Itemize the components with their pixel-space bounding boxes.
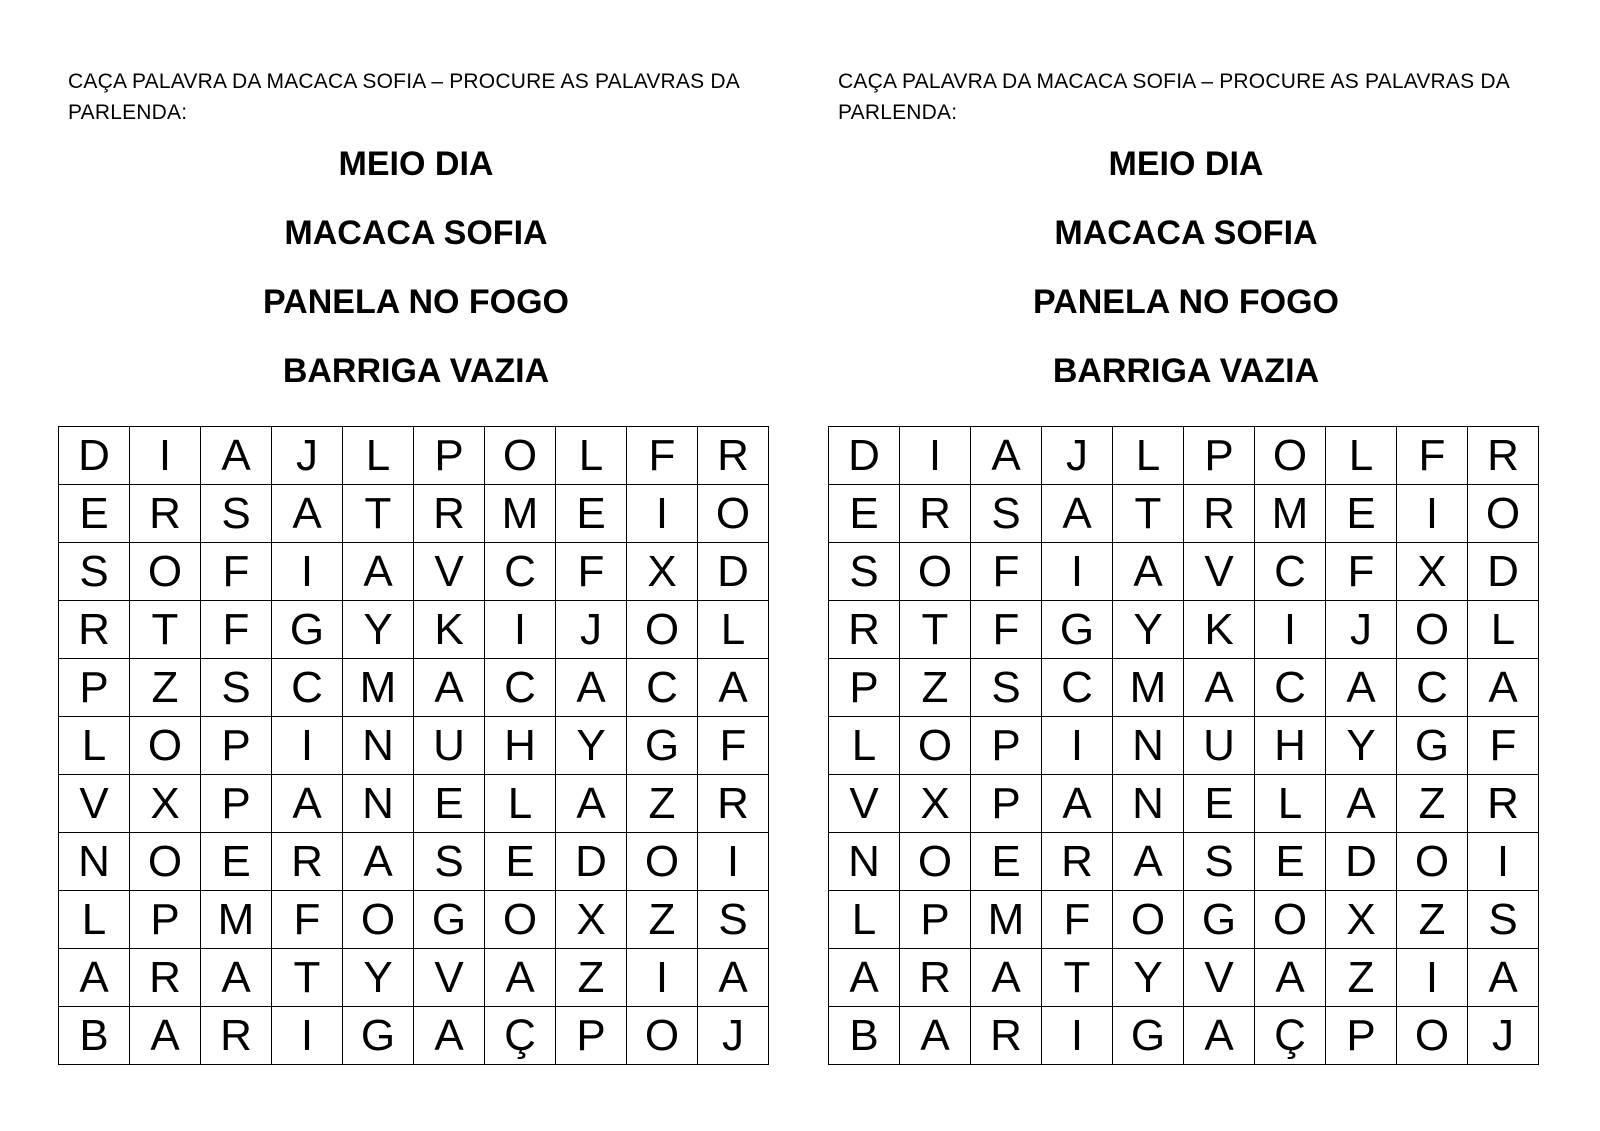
grid-cell: A (485, 949, 556, 1007)
grid-cell: N (1113, 775, 1184, 833)
grid-cell: L (59, 717, 130, 775)
grid-cell: O (900, 543, 971, 601)
grid-cell: L (829, 717, 900, 775)
grid-cell: U (1184, 717, 1255, 775)
grid-cell: Ç (485, 1007, 556, 1065)
grid-cell: S (1184, 833, 1255, 891)
grid-cell: T (900, 601, 971, 659)
grid-cell: D (698, 543, 769, 601)
grid-cell: G (414, 891, 485, 949)
grid-row (829, 891, 1539, 949)
grid-cell: R (1468, 775, 1539, 833)
grid-row (829, 717, 1539, 775)
grid-cell: S (971, 485, 1042, 543)
grid-cell: E (1184, 775, 1255, 833)
grid-cell: A (1326, 659, 1397, 717)
grid-cell: A (1113, 543, 1184, 601)
grid-cell: V (414, 543, 485, 601)
grid-cell: T (130, 601, 201, 659)
grid-cell: I (272, 543, 343, 601)
grid-cell: L (1326, 427, 1397, 485)
grid-row (829, 949, 1539, 1007)
grid-cell: B (59, 1007, 130, 1065)
grid-cell: M (971, 891, 1042, 949)
grid-cell: C (1255, 659, 1326, 717)
grid-cell: V (1184, 543, 1255, 601)
word-item: BARRIGA VAZIA (1052, 352, 1320, 390)
grid-cell: G (1184, 891, 1255, 949)
grid-cell: S (59, 543, 130, 601)
word-item: PANELA NO FOGO (1033, 283, 1339, 321)
grid-cell: R (829, 601, 900, 659)
grid-cell: D (59, 427, 130, 485)
grid-cell: B (829, 1007, 900, 1065)
grid-cell: C (272, 659, 343, 717)
grid-row (59, 659, 769, 717)
grid-cell: C (485, 659, 556, 717)
grid-cell: E (201, 833, 272, 891)
grid-cell: R (201, 1007, 272, 1065)
grid-cell: R (414, 485, 485, 543)
grid-cell: I (1042, 717, 1113, 775)
grid-cell: F (1326, 543, 1397, 601)
grid-cell: J (1468, 1007, 1539, 1065)
grid-cell: A (272, 775, 343, 833)
grid-cell: A (272, 485, 343, 543)
word-list (828, 144, 1544, 420)
word-list (58, 144, 774, 420)
grid-cell: S (201, 485, 272, 543)
grid-row (59, 717, 769, 775)
word-item: MEIO DIA (338, 145, 494, 183)
grid-cell: G (272, 601, 343, 659)
grid-cell: Z (627, 891, 698, 949)
grid-cell: N (829, 833, 900, 891)
grid-cell: A (1184, 1007, 1255, 1065)
grid-cell: A (1184, 659, 1255, 717)
grid-cell: P (829, 659, 900, 717)
grid-cell: F (627, 427, 698, 485)
word-item: PANELA NO FOGO (263, 283, 569, 321)
grid-row (59, 543, 769, 601)
grid-cell: V (829, 775, 900, 833)
grid-cell: F (201, 543, 272, 601)
word-search-grid (828, 426, 1539, 1065)
grid-cell: I (1255, 601, 1326, 659)
grid-cell: Y (1113, 949, 1184, 1007)
grid-cell: N (59, 833, 130, 891)
grid-cell: I (627, 949, 698, 1007)
grid-cell: A (414, 659, 485, 717)
grid-cell: R (1042, 833, 1113, 891)
grid-row (59, 427, 769, 485)
grid-cell: S (414, 833, 485, 891)
grid-cell: U (414, 717, 485, 775)
grid-cell: J (1042, 427, 1113, 485)
grid-cell: S (1468, 891, 1539, 949)
grid-cell: A (829, 949, 900, 1007)
grid-cell: R (1184, 485, 1255, 543)
grid-cell: E (414, 775, 485, 833)
grid-row (829, 659, 1539, 717)
grid-cell: P (414, 427, 485, 485)
grid-cell: O (900, 833, 971, 891)
grid-cell: C (627, 659, 698, 717)
grid-cell: O (485, 891, 556, 949)
grid-cell: T (272, 949, 343, 1007)
grid-cell: A (414, 1007, 485, 1065)
grid-cell: X (130, 775, 201, 833)
grid-cell: F (1042, 891, 1113, 949)
grid-cell: P (201, 717, 272, 775)
grid-cell: E (829, 485, 900, 543)
grid-cell: V (1184, 949, 1255, 1007)
grid-cell: C (1042, 659, 1113, 717)
grid-cell: S (971, 659, 1042, 717)
grid-cell: D (1468, 543, 1539, 601)
grid-cell: I (1397, 485, 1468, 543)
grid-cell: Y (343, 949, 414, 1007)
grid-cell: I (1042, 1007, 1113, 1065)
grid-cell: A (201, 949, 272, 1007)
grid-cell: P (1326, 1007, 1397, 1065)
grid-cell: O (130, 717, 201, 775)
word-search-grid (58, 426, 769, 1065)
grid-cell: A (201, 427, 272, 485)
grid-cell: R (971, 1007, 1042, 1065)
grid-cell: K (1184, 601, 1255, 659)
grid-cell: M (1255, 485, 1326, 543)
grid-row (829, 601, 1539, 659)
grid-cell: P (59, 659, 130, 717)
grid-row (59, 891, 769, 949)
grid-cell: D (1326, 833, 1397, 891)
grid-cell: H (485, 717, 556, 775)
word-item: MACACA SOFIA (284, 214, 548, 252)
grid-cell: F (556, 543, 627, 601)
grid-cell: X (1326, 891, 1397, 949)
grid-cell: M (1113, 659, 1184, 717)
grid-cell: X (627, 543, 698, 601)
grid-row (829, 1007, 1539, 1065)
grid-cell: O (130, 543, 201, 601)
grid-row (829, 833, 1539, 891)
grid-cell: G (1397, 717, 1468, 775)
grid-cell: R (272, 833, 343, 891)
grid-cell: S (201, 659, 272, 717)
grid-row (59, 949, 769, 1007)
grid-cell: Z (130, 659, 201, 717)
grid-cell: R (1468, 427, 1539, 485)
grid-cell: Z (1397, 775, 1468, 833)
grid-cell: Z (556, 949, 627, 1007)
grid-cell: R (698, 427, 769, 485)
grid-cell: O (1468, 485, 1539, 543)
grid-cell: L (1113, 427, 1184, 485)
grid-cell: Ç (1255, 1007, 1326, 1065)
grid-cell: I (627, 485, 698, 543)
grid-cell: O (343, 891, 414, 949)
grid-cell: I (130, 427, 201, 485)
grid-cell: P (130, 891, 201, 949)
grid-cell: L (698, 601, 769, 659)
grid-cell: H (1255, 717, 1326, 775)
grid-row (59, 833, 769, 891)
grid-cell: J (1326, 601, 1397, 659)
grid-cell: Z (627, 775, 698, 833)
grid-cell: K (414, 601, 485, 659)
grid-cell: L (556, 427, 627, 485)
grid-cell: Z (900, 659, 971, 717)
grid-cell: A (971, 949, 1042, 1007)
grid-cell: J (698, 1007, 769, 1065)
grid-cell: G (343, 1007, 414, 1065)
grid-cell: O (900, 717, 971, 775)
grid-cell: O (1397, 1007, 1468, 1065)
grid-cell: M (201, 891, 272, 949)
grid-cell: Y (1326, 717, 1397, 775)
grid-cell: A (971, 427, 1042, 485)
grid-cell: E (59, 485, 130, 543)
word-item: MEIO DIA (1108, 145, 1264, 183)
grid-cell: O (627, 601, 698, 659)
grid-cell: E (1255, 833, 1326, 891)
grid-cell: C (1255, 543, 1326, 601)
grid-cell: A (1255, 949, 1326, 1007)
grid-cell: J (556, 601, 627, 659)
grid-cell: A (1042, 485, 1113, 543)
grid-cell: I (272, 1007, 343, 1065)
grid-cell: A (900, 1007, 971, 1065)
word-item: BARRIGA VAZIA (282, 352, 550, 390)
grid-cell: A (1468, 949, 1539, 1007)
grid-cell: F (971, 601, 1042, 659)
grid-cell: E (1326, 485, 1397, 543)
grid-row (829, 485, 1539, 543)
grid-cell: O (1397, 601, 1468, 659)
grid-cell: T (1042, 949, 1113, 1007)
grid-row (59, 485, 769, 543)
grid-cell: R (698, 775, 769, 833)
grid-cell: G (1042, 601, 1113, 659)
grid-cell: O (1255, 891, 1326, 949)
grid-cell: R (59, 601, 130, 659)
grid-cell: A (59, 949, 130, 1007)
grid-cell: R (900, 485, 971, 543)
grid-cell: X (1397, 543, 1468, 601)
grid-cell: O (485, 427, 556, 485)
grid-cell: F (272, 891, 343, 949)
grid-row (829, 543, 1539, 601)
grid-cell: P (971, 775, 1042, 833)
grid-row (59, 775, 769, 833)
grid-cell: Y (1113, 601, 1184, 659)
grid-cell: E (485, 833, 556, 891)
grid-cell: A (556, 775, 627, 833)
grid-cell: R (130, 949, 201, 1007)
grid-cell: A (1468, 659, 1539, 717)
grid-cell: C (485, 543, 556, 601)
grid-cell: Z (1397, 891, 1468, 949)
grid-cell: L (343, 427, 414, 485)
grid-cell: T (1113, 485, 1184, 543)
word-item: MACACA SOFIA (1054, 214, 1318, 252)
grid-cell: A (698, 659, 769, 717)
grid-row (829, 775, 1539, 833)
grid-cell: P (971, 717, 1042, 775)
grid-cell: R (130, 485, 201, 543)
grid-cell: I (1397, 949, 1468, 1007)
grid-cell: F (971, 543, 1042, 601)
grid-cell: L (1468, 601, 1539, 659)
grid-cell: N (343, 717, 414, 775)
grid-cell: N (1113, 717, 1184, 775)
grid-cell: I (1468, 833, 1539, 891)
grid-cell: E (556, 485, 627, 543)
grid-cell: V (59, 775, 130, 833)
grid-cell: C (1397, 659, 1468, 717)
grid-cell: A (1042, 775, 1113, 833)
worksheet-left (58, 0, 778, 1131)
grid-row (829, 427, 1539, 485)
grid-cell: S (698, 891, 769, 949)
grid-cell: A (698, 949, 769, 1007)
grid-cell: V (414, 949, 485, 1007)
grid-cell: Y (556, 717, 627, 775)
grid-cell: L (59, 891, 130, 949)
grid-cell: G (627, 717, 698, 775)
grid-cell: Y (343, 601, 414, 659)
grid-cell: L (1255, 775, 1326, 833)
worksheet-right (828, 0, 1548, 1131)
grid-cell: I (698, 833, 769, 891)
grid-cell: G (1113, 1007, 1184, 1065)
grid-cell: R (900, 949, 971, 1007)
grid-cell: O (627, 1007, 698, 1065)
grid-cell: M (343, 659, 414, 717)
grid-cell: F (1397, 427, 1468, 485)
grid-cell: S (829, 543, 900, 601)
grid-cell: Z (1326, 949, 1397, 1007)
grid-cell: P (1184, 427, 1255, 485)
grid-cell: N (343, 775, 414, 833)
grid-cell: O (130, 833, 201, 891)
grid-cell: O (1113, 891, 1184, 949)
grid-cell: T (343, 485, 414, 543)
grid-cell: A (1326, 775, 1397, 833)
grid-cell: O (1397, 833, 1468, 891)
grid-cell: A (343, 543, 414, 601)
grid-cell: L (829, 891, 900, 949)
grid-cell: I (900, 427, 971, 485)
grid-cell: P (556, 1007, 627, 1065)
grid-cell: F (698, 717, 769, 775)
instructions-text: CAÇA PALAVRA DA MACACA SOFIA – PROCURE AS PALAVRAS DA PARLENDA: (68, 70, 739, 124)
instructions-text: CAÇA PALAVRA DA MACACA SOFIA – PROCURE AS PALAVRAS DA PARLENDA: (838, 70, 1509, 124)
grid-cell: J (272, 427, 343, 485)
grid-cell: M (485, 485, 556, 543)
grid-cell: O (1255, 427, 1326, 485)
grid-cell: I (272, 717, 343, 775)
grid-row (59, 601, 769, 659)
grid-cell: L (485, 775, 556, 833)
grid-cell: X (556, 891, 627, 949)
grid-cell: E (971, 833, 1042, 891)
grid-cell: D (556, 833, 627, 891)
grid-cell: A (343, 833, 414, 891)
grid-cell: A (1113, 833, 1184, 891)
grid-cell: A (130, 1007, 201, 1065)
grid-cell: P (900, 891, 971, 949)
grid-cell: O (627, 833, 698, 891)
grid-cell: F (1468, 717, 1539, 775)
grid-cell: A (556, 659, 627, 717)
grid-cell: D (829, 427, 900, 485)
grid-cell: F (201, 601, 272, 659)
grid-cell: I (485, 601, 556, 659)
grid-cell: O (698, 485, 769, 543)
grid-cell: I (1042, 543, 1113, 601)
grid-cell: P (201, 775, 272, 833)
grid-row (59, 1007, 769, 1065)
grid-cell: X (900, 775, 971, 833)
